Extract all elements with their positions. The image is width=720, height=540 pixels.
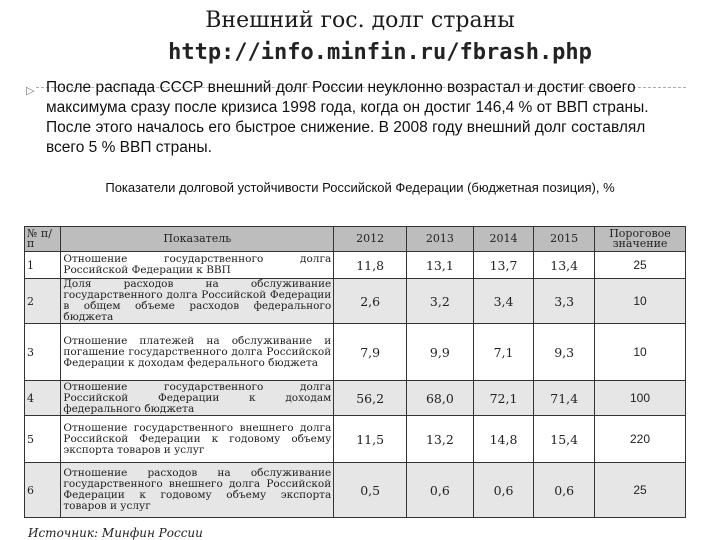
threshold-value: 25 [595, 252, 686, 279]
row-number: 6 [25, 463, 61, 518]
value-2014: 0,6 [473, 463, 534, 518]
value-2013: 13,2 [407, 416, 474, 463]
slide-title: Внешний гос. долг страны [205, 8, 515, 33]
table-row [25, 463, 686, 518]
table-caption: Показатели долговой устойчивости Российской Федерации (бюджетная позиция), % [105, 180, 615, 195]
value-2014: 7,1 [473, 324, 534, 381]
threshold-value: 10 [595, 279, 686, 324]
value-2015: 9,3 [534, 324, 595, 381]
value-2012: 56,2 [334, 381, 407, 416]
row-indicator: Отношение расходов на обслуживание государственного внешнего долга Российской Федерации к годовому объему экспорта товаров и услуг [61, 463, 334, 518]
header-2014: 2014 [473, 227, 534, 252]
value-2015: 3,3 [534, 279, 595, 324]
threshold-value: 10 [595, 324, 686, 381]
intro-paragraph: После распада СССР внешний долг России неуклонно возрастал и достиг своего максимума сразу после кризиса 1998 года, когда он достиг 146,4 % от ВВП страны. После этого началось его быстрое снижение. В 2008 году внешний долг составлял всего 5 % ВВП страны. [46, 79, 649, 156]
header-indicator: Показатель [61, 227, 334, 252]
source-url[interactable]: http://info.minfin.ru/fbrash.php [168, 40, 592, 65]
row-indicator: Отношение платежей на обслуживание и погашение государственного долга Российской Федерации к доходам федерального бюджета [61, 324, 334, 381]
row-indicator: Отношение государственного долга Российской Федерации к ВВП [61, 252, 334, 279]
value-2012: 11,5 [334, 416, 407, 463]
value-2012: 0,5 [334, 463, 407, 518]
row-number: 4 [25, 381, 61, 416]
row-indicator: Отношение государственного внешнего долга Российской Федерации к годовому объему экспорта товаров и услуг [61, 416, 334, 463]
table-row [25, 416, 686, 463]
table-header-row [25, 227, 686, 252]
debt-table-container [24, 226, 686, 518]
table-row [25, 279, 686, 324]
value-2013: 9,9 [407, 324, 474, 381]
header-number: № п/п [25, 227, 61, 252]
value-2015: 15,4 [534, 416, 595, 463]
value-2012: 2,6 [334, 279, 407, 324]
debt-sustainability-table [24, 226, 686, 518]
value-2015: 0,6 [534, 463, 595, 518]
row-number: 3 [25, 324, 61, 381]
value-2013: 13,1 [407, 252, 474, 279]
table-row [25, 381, 686, 416]
value-2012: 7,9 [334, 324, 407, 381]
table-row [25, 252, 686, 279]
header-threshold: Пороговое значение [595, 227, 686, 252]
header-2012: 2012 [334, 227, 407, 252]
value-2012: 11,8 [334, 252, 407, 279]
row-number: 1 [25, 252, 61, 279]
value-2014: 14,8 [473, 416, 534, 463]
row-indicator: Отношение государственного долга Российской Федерации к доходам федерального бюджета [61, 381, 334, 416]
value-2014: 72,1 [473, 381, 534, 416]
threshold-value: 220 [595, 416, 686, 463]
value-2013: 0,6 [407, 463, 474, 518]
value-2013: 68,0 [407, 381, 474, 416]
row-number: 2 [25, 279, 61, 324]
header-2015: 2015 [534, 227, 595, 252]
table-source: Источник: Минфин России [28, 526, 203, 540]
value-2014: 3,4 [473, 279, 534, 324]
value-2014: 13,7 [473, 252, 534, 279]
threshold-value: 25 [595, 463, 686, 518]
header-2013: 2013 [407, 227, 474, 252]
table-row [25, 324, 686, 381]
value-2015: 71,4 [534, 381, 595, 416]
value-2015: 13,4 [534, 252, 595, 279]
triangle-bullet-icon: ▷ [26, 85, 35, 97]
row-indicator: Доля расходов на обслуживание государственного долга Российской Федерации в общем объеме расходов федерального бюджета [61, 279, 334, 324]
row-number: 5 [25, 416, 61, 463]
threshold-value: 100 [595, 381, 686, 416]
value-2013: 3,2 [407, 279, 474, 324]
